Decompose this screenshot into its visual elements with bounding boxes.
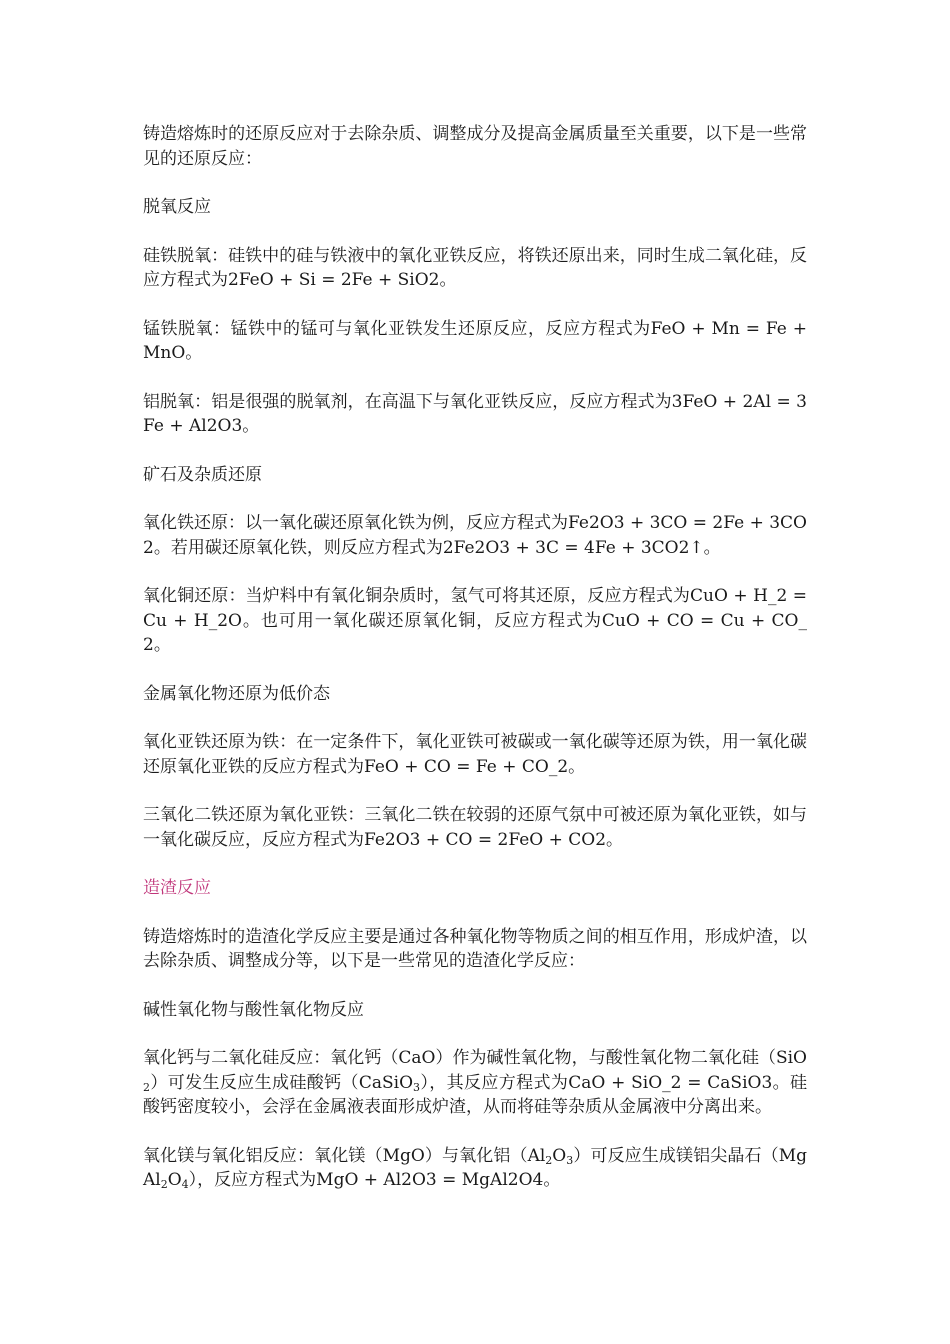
text-run: 氧化镁与氧化铝反应：氧化镁（MgO）与氧化铝（Al xyxy=(143,1145,546,1166)
text-run: ），其反应方程式为CaO + SiO_2 = CaSiO3。硅酸钙密度较小，会浮在金属液表面形成炉渣，从而将硅等杂质从金属液中分离出来。 xyxy=(143,1072,808,1117)
intro-paragraph: 铸造熔炼时的还原反应对于去除杂质、调整成分及提高金属质量至关重要，以下是一些常见的还原反应： xyxy=(143,124,807,169)
subscript: 3 xyxy=(566,1153,574,1167)
text-run: O xyxy=(167,1170,182,1190)
subscript: 2 xyxy=(545,1153,553,1167)
text-run: O xyxy=(552,1145,567,1166)
subscript: 3 xyxy=(413,1080,421,1094)
text-run: 氧化钙与二氧化硅反应：氧化钙（CaO）作为碱性氧化物，与酸性氧化物二氧化硅（SiO xyxy=(143,1048,807,1068)
subscript: 4 xyxy=(181,1178,189,1191)
paragraph-ferric-oxide: 三氧化二铁还原为氧化亚铁：三氧化二铁在较弱的还原气氛中可被还原为氧化亚铁，如与一氧化碳反应，反应方程式为Fe2O3 + CO = 2FeO + CO2。 xyxy=(143,805,807,850)
paragraph-ferrosilicon: 硅铁脱氧：硅铁中的硅与铁液中的氧化亚铁反应，将铁还原出来，同时生成二氧化硅，反应方程式为2FeO + Si = 2Fe + SiO2。 xyxy=(143,245,807,290)
text-run: ）可反应生成镁铝尖晶石（MgAl xyxy=(143,1145,807,1190)
subscript: 2 xyxy=(143,1080,150,1094)
text-run: ）可发生反应生成硅酸钙（CaSiO xyxy=(150,1072,414,1093)
heading-basic-acidic-oxide: 碱性氧化物与酸性氧化物反应 xyxy=(143,999,364,1020)
document-page xyxy=(143,122,807,1217)
heading-deoxidation: 脱氧反应 xyxy=(143,197,211,217)
heading-low-valence: 金属氧化物还原为低价态 xyxy=(143,683,330,704)
paragraph-ferrous-oxide: 氧化亚铁还原为铁：在一定条件下，氧化亚铁可被碳或一氧化碳等还原为铁，用一氧化碳还原氧化亚铁的反应方程式为FeO + CO = Fe + CO_2。 xyxy=(143,732,807,777)
paragraph-cao-sio2 xyxy=(143,1046,807,1120)
paragraph-mgo-al2o3 xyxy=(143,1144,807,1193)
paragraph-ferromanganese: 锰铁脱氧：锰铁中的锰可与氧化亚铁发生还原反应，反应方程式为FeO + Mn = Fe + MnO。 xyxy=(143,318,807,363)
heading-ore-reduction: 矿石及杂质还原 xyxy=(143,464,262,485)
paragraph-iron-oxide: 氧化铁还原：以一氧化碳还原氧化铁为例，反应方程式为Fe2O3 + 3CO = 2Fe + 3CO2。若用碳还原氧化铁，则反应方程式为2Fe2O3 + 3C = 4Fe + 3CO2↑。 xyxy=(143,513,807,558)
subscript: 2 xyxy=(160,1178,168,1191)
paragraph-aluminum: 铝脱氧：铝是很强的脱氧剂，在高温下与氧化亚铁反应，反应方程式为3FeO + 2Al = 3Fe + Al2O3。 xyxy=(143,391,807,436)
paragraph-slag-intro: 铸造熔炼时的造渣化学反应主要是通过各种氧化物等物质之间的相互作用，形成炉渣，以去除杂质、调整成分等，以下是一些常见的造渣化学反应： xyxy=(143,926,807,971)
heading-slag-reaction: 造渣反应 xyxy=(143,878,211,898)
text-run: ），反应方程式为MgO + Al2O3 = MgAl2O4。 xyxy=(188,1170,561,1190)
paragraph-copper-oxide: 氧化铜还原：当炉料中有氧化铜杂质时，氢气可将其还原，反应方程式为CuO + H_2 = Cu + H_2O。也可用一氧化碳还原氧化铜，反应方程式为CuO + CO = Cu + CO_2。 xyxy=(143,586,807,655)
